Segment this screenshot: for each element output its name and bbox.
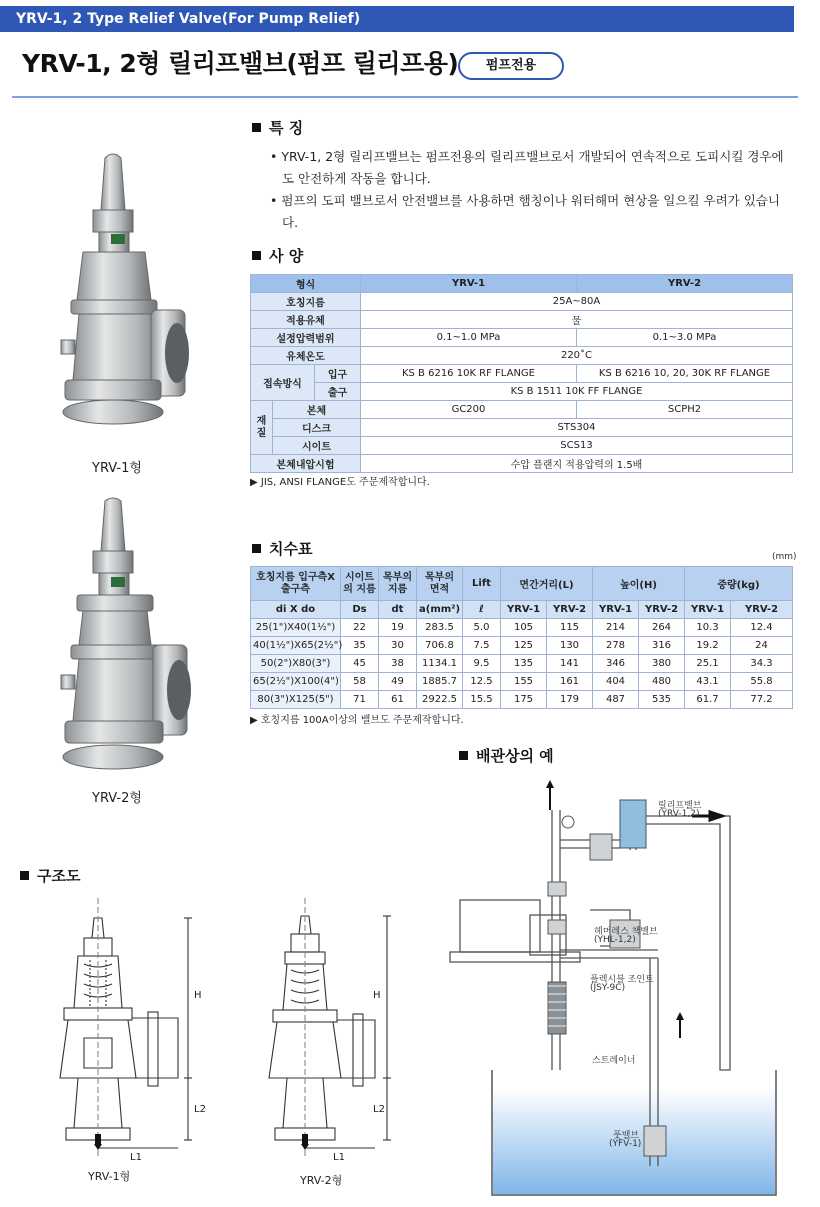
dim-cell: 7.5 (463, 637, 501, 655)
spec-head-yrv1: YRV-1 (361, 275, 577, 293)
dim-cell: 214 (593, 619, 639, 637)
dim-cell: 141 (547, 655, 593, 673)
spec-label: 재질 (251, 401, 273, 455)
dim-cell: 25(1")X40(1½") (251, 619, 341, 637)
spec-value: SCS13 (361, 437, 793, 455)
table-row (251, 673, 793, 691)
dim-sub: YRV-1 (593, 601, 639, 619)
dim-cell: 316 (639, 637, 685, 655)
structure-heading: 구조도 (20, 865, 80, 886)
page-title: YRV-1, 2형 릴리프밸브(펌프 릴리프용) (22, 49, 459, 78)
pump-only-badge: 펌프전용 (458, 52, 564, 80)
yrv2-photo (55, 495, 215, 780)
dim-head-lift: Lift (463, 567, 501, 601)
dim-cell: 45 (341, 655, 379, 673)
dim-cell: 34.3 (731, 655, 793, 673)
piping-heading: 배관상의 예 (459, 745, 554, 766)
dim-sub: YRV-2 (547, 601, 593, 619)
dim-cell: 61.7 (685, 691, 731, 709)
spec-sublabel: 입구 (315, 365, 361, 383)
foot-valve-label: 풋밸브 (613, 1131, 640, 1141)
table-row (251, 619, 793, 637)
dim-cell: 135 (501, 655, 547, 673)
dim-cell: 30 (379, 637, 417, 655)
dim-cell: 10.3 (685, 619, 731, 637)
dim-cell: 179 (547, 691, 593, 709)
spec-head-yrv2: YRV-2 (577, 275, 793, 293)
yrv1-photo-caption: YRV-1형 (92, 461, 142, 476)
spec-value: STS304 (361, 419, 793, 437)
dim-head-size: 호칭지름 입구측X출구측 (251, 567, 341, 601)
spec-value: KS B 6216 10K RF FLANGE (361, 365, 577, 383)
dim-cell: 278 (593, 637, 639, 655)
spec-value: 물 (361, 311, 793, 329)
title-divider (12, 96, 798, 98)
joint-model: (JSY-9C) (590, 983, 626, 993)
foot-valve-model: (YFV-1) (609, 1139, 642, 1149)
spec-value: 0.1~3.0 MPa (577, 329, 793, 347)
dim-cell: 50(2")X80(3") (251, 655, 341, 673)
spec-value: 25A~80A (361, 293, 793, 311)
dim-cell: 161 (547, 673, 593, 691)
dim-head-weight: 중량(kg) (685, 567, 793, 601)
spec-label: 본체내압시험 (251, 455, 361, 473)
dim-cell: 2922.5 (417, 691, 463, 709)
features-list (270, 146, 790, 234)
dim-cell: 43.1 (685, 673, 731, 691)
dim-cell: 15.5 (463, 691, 501, 709)
spec-label: 적용유체 (251, 311, 361, 329)
dim-sub: YRV-2 (639, 601, 685, 619)
strainer-label: 스트레이너 (592, 1056, 636, 1066)
dim-cell: 22 (341, 619, 379, 637)
dim-sub: YRV-1 (685, 601, 731, 619)
dim-sub: YRV-2 (731, 601, 793, 619)
dim-head-area: 목부의 면적 (417, 567, 463, 601)
spec-value: KS B 1511 10K FF FLANGE (361, 383, 793, 401)
dim-cell: 65(2½")X100(4") (251, 673, 341, 691)
spec-value: KS B 6216 10, 20, 30K RF FLANGE (577, 365, 793, 383)
dim-cell: 535 (639, 691, 685, 709)
dim-cell: 283.5 (417, 619, 463, 637)
dim-cell: 175 (501, 691, 547, 709)
spec-sublabel: 본체 (273, 401, 361, 419)
svg-text:H: H (194, 990, 202, 1001)
spec-value: 220˚C (361, 347, 793, 365)
dim-cell: 24 (731, 637, 793, 655)
yrv2-section-drawing (255, 898, 455, 1163)
dim-cell: 55.8 (731, 673, 793, 691)
dim-cell: 12.5 (463, 673, 501, 691)
dim-cell: 40(1½")X65(2½") (251, 637, 341, 655)
spec-value: SCPH2 (577, 401, 793, 419)
spec-sublabel: 시이트 (273, 437, 361, 455)
dim-cell: 77.2 (731, 691, 793, 709)
dim-sub: di X do (251, 601, 341, 619)
dim-sub: ℓ (463, 601, 501, 619)
dim-cell: 35 (341, 637, 379, 655)
spec-value: 수압 플랜지 적용압력의 1.5배 (361, 455, 793, 473)
relief-valve-model: (YRV-1,2) (658, 809, 700, 819)
dim-cell: 105 (501, 619, 547, 637)
dim-cell: 487 (593, 691, 639, 709)
spec-label: 유체온도 (251, 347, 361, 365)
dim-cell: 49 (379, 673, 417, 691)
dimensions-heading: 치수표 (252, 538, 312, 559)
yrv1-photo (55, 150, 215, 440)
dim-sub: dt (379, 601, 417, 619)
spec-note: ▶ JIS, ANSI FLANGE도 주문제작합니다. (250, 477, 430, 488)
spec-value: GC200 (361, 401, 577, 419)
spec-sublabel: 출구 (315, 383, 361, 401)
table-row (251, 655, 793, 673)
dim-cell: 38 (379, 655, 417, 673)
spec-label: 접속방식 (251, 365, 315, 401)
relief-valve-label: 릴리프밸브 (658, 801, 702, 811)
yrv2-photo-caption: YRV-2형 (92, 791, 142, 806)
dim-cell: 115 (547, 619, 593, 637)
spec-label: 호칭지름 (251, 293, 361, 311)
dim-cell: 58 (341, 673, 379, 691)
svg-text:L1: L1 (130, 1152, 142, 1163)
dim-cell: 125 (501, 637, 547, 655)
dim-cell: 80(3")X125(5") (251, 691, 341, 709)
check-valve-label: 헤머레스 책밸브 (594, 927, 658, 937)
dim-cell: 155 (501, 673, 547, 691)
header-bar: YRV-1, 2 Type Relief Valve(For Pump Relief) (0, 6, 794, 32)
dim-cell: 61 (379, 691, 417, 709)
yrv1-drawing-caption: YRV-1형 (88, 1170, 131, 1183)
dimension-note: ▶ 호칭지름 100A이상의 밸브도 주문제작합니다. (250, 715, 464, 726)
svg-text:L1: L1 (333, 1152, 345, 1163)
dim-sub: YRV-1 (501, 601, 547, 619)
dim-cell: 130 (547, 637, 593, 655)
yrv1-section-drawing (38, 898, 238, 1163)
dimension-table (250, 566, 793, 709)
dim-cell: 5.0 (463, 619, 501, 637)
dim-cell: 1885.7 (417, 673, 463, 691)
svg-text:L2: L2 (194, 1104, 206, 1115)
yrv2-drawing-caption: YRV-2형 (300, 1174, 343, 1187)
table-row (251, 637, 793, 655)
spec-table (250, 274, 793, 473)
dim-head-l: 면간거리(L) (501, 567, 593, 601)
dim-sub: Ds (341, 601, 379, 619)
dim-cell: 346 (593, 655, 639, 673)
dim-cell: 9.5 (463, 655, 501, 673)
feature-item: • YRV-1, 2형 릴리프밸브는 펌프전용의 릴리프밸브로서 개발되어 연속적으로 도피시킬 경우에도 안전하게 작동을 합니다. (270, 149, 784, 186)
dim-cell: 71 (341, 691, 379, 709)
dim-head-h: 높이(H) (593, 567, 685, 601)
spec-head-type: 형식 (251, 275, 361, 293)
dim-head-throat: 목부의 지름 (379, 567, 417, 601)
svg-text:H: H (373, 990, 381, 1001)
dim-head-seat: 시이트의 지름 (341, 567, 379, 601)
dim-cell: 380 (639, 655, 685, 673)
dim-cell: 404 (593, 673, 639, 691)
feature-item: • 펌프의 도피 밸브로서 안전밸브를 사용하면 햄칭이나 워터해머 현상을 일으킬 우려가 있습니다. (270, 193, 780, 230)
dim-cell: 19 (379, 619, 417, 637)
spec-sublabel: 디스크 (273, 419, 361, 437)
dim-cell: 25.1 (685, 655, 731, 673)
svg-text:L2: L2 (373, 1104, 385, 1115)
spec-label: 설정압력범위 (251, 329, 361, 347)
features-heading: 특 징 (252, 117, 303, 138)
dim-cell: 12.4 (731, 619, 793, 637)
spec-heading: 사 양 (252, 245, 303, 266)
check-valve-model: (YHL-1,2) (594, 935, 636, 945)
dim-cell: 19.2 (685, 637, 731, 655)
dim-cell: 480 (639, 673, 685, 691)
spec-value: 0.1~1.0 MPa (361, 329, 577, 347)
table-row (251, 691, 793, 709)
joint-label: 플렉시블 조인트 (590, 975, 654, 985)
dim-cell: 1134.1 (417, 655, 463, 673)
dim-cell: 706.8 (417, 637, 463, 655)
unit-label: (mm) (772, 552, 797, 562)
dim-cell: 264 (639, 619, 685, 637)
dim-sub: a(mm²) (417, 601, 463, 619)
